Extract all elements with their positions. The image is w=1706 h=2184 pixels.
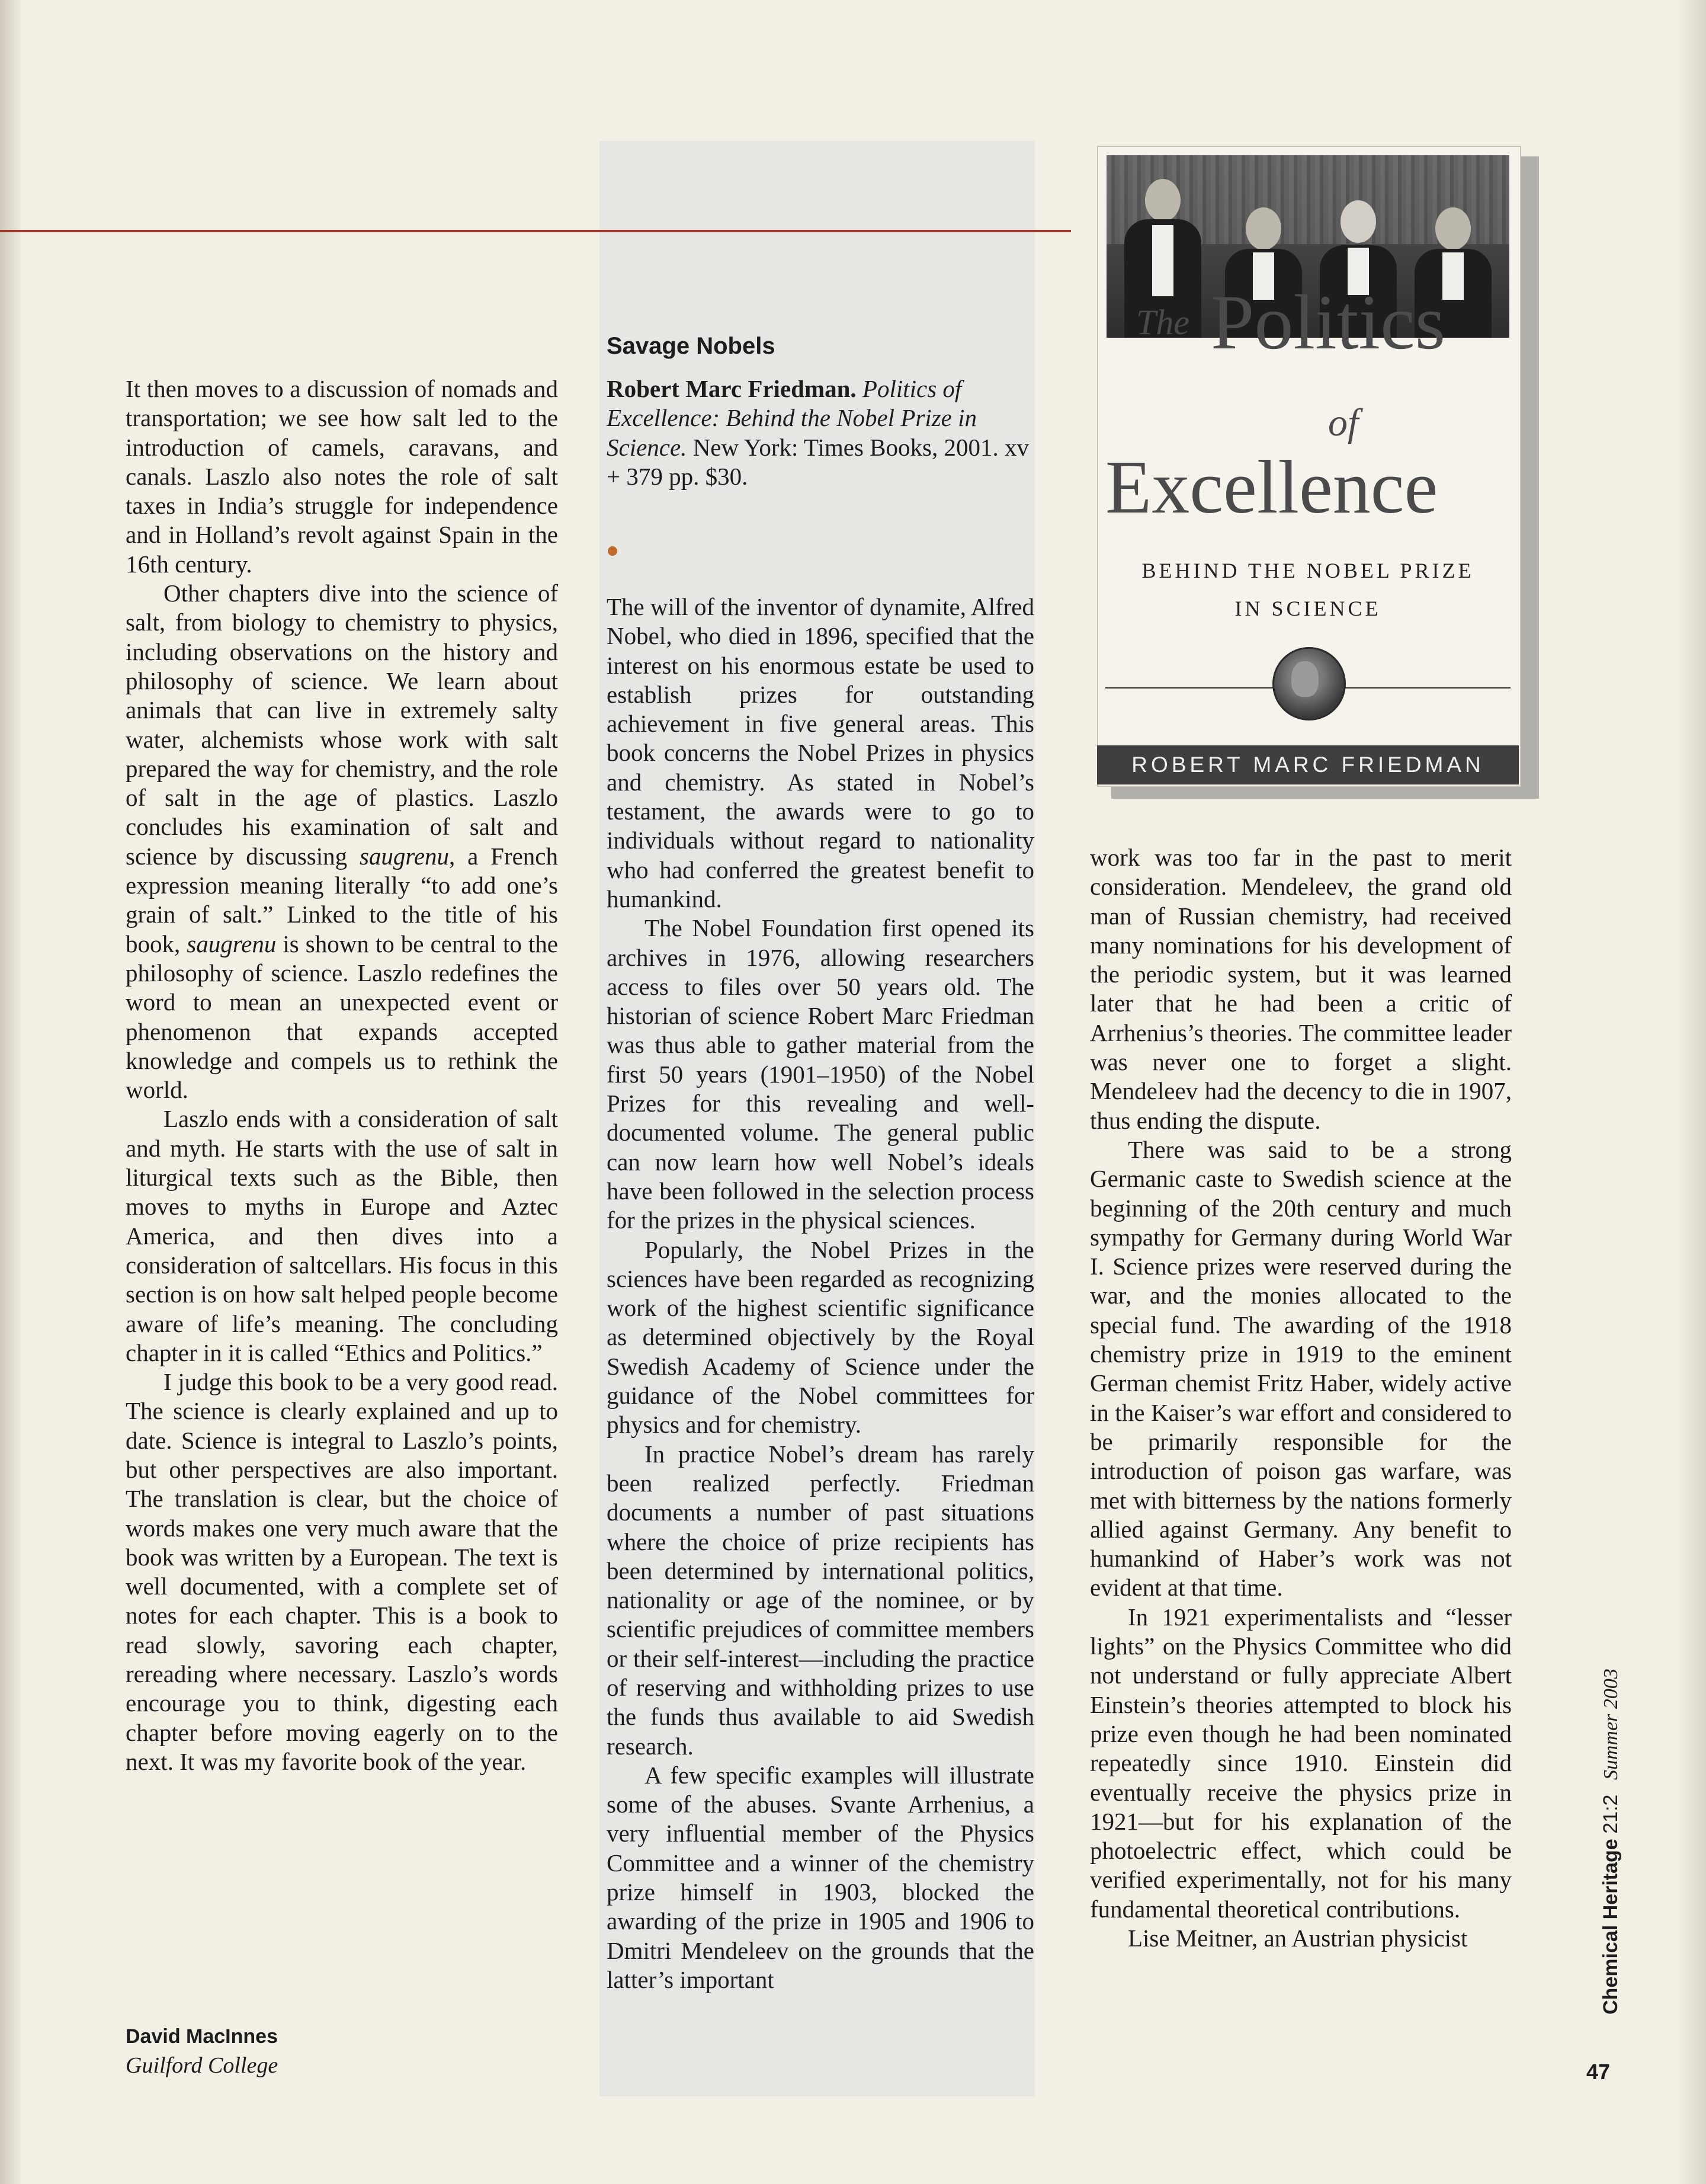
citation-author: Robert Marc Friedman.: [607, 375, 857, 402]
col1-paragraph-3: Laszlo ends with a consideration of salt and myth. He starts with the use of salt in liturgical texts such as the Bible, then moves to myths in Europe and Aztec America, and then dives into a consideration of saltcellars. His focus in this section is on how salt helped people become aware of life’s meaning. The concluding chapter in it is called “Ethics and Politics.”: [126, 1105, 558, 1366]
figure-head: [1435, 207, 1471, 250]
section-bullet: [608, 546, 617, 556]
cover-subtitle-line-2: IN SCIENCE: [1234, 597, 1381, 620]
cover-subtitle-line-1: BEHIND THE NOBEL PRIZE: [1141, 559, 1474, 582]
running-footer: [1599, 1669, 1622, 2015]
journal-name: Chemical Heritage: [1599, 1839, 1622, 2015]
cover-title-of: of: [1328, 401, 1359, 444]
col2-paragraph-1: The will of the inventor of dynamite, Alfred Nobel, who died in 1896, specified that the interest on his enormous estate be used to establish prizes for outstanding achievement in five general areas. This book concerns the Nobel Prizes in physics and chemistry. As stated in Nobel’s testament, the awards were to go to individuals without regard to nationality who had conferred the greatest benefit to humankind.: [607, 593, 1034, 912]
col2-paragraph-4: In practice Nobel’s dream has rarely been realized perfectly. Friedman documents a number of past situations where the choice of prize recipients has been determined by international politics, nationality or age of the nominee, or by scientific prejudices of committee members or their self-interest—including the practice of reserving and withholding prizes to use the funds thus available to aid Swedish research.: [607, 1440, 1034, 1760]
review-heading: Savage Nobels: [607, 333, 775, 359]
col3-paragraph-3: In 1921 experimentalists and “lesser lights” on the Physics Committee who did not understand or fully appreciate Albert Einstein’s theories attempted to block his prize even though he had been nominated repeatedly since 1910. Einstein did eventually receive the physics prize in 1921—but for his explanation of the photoelectric effect, which could be verified experimentally, not for his many fundamental theoretical contributions.: [1090, 1603, 1512, 1923]
citation-title: Politics of Excellence: Behind the Nobel Prize in Science.: [607, 375, 977, 461]
reviewer-name: David MacInnes: [126, 2025, 278, 2048]
journal-issue: 21:2: [1599, 1794, 1622, 1834]
reviewer-affiliation: Guilford College: [126, 2053, 278, 2078]
col1-paragraph-4: I judge this book to be a very good read. The science is clearly explained and up to date. Science is integral to Laszlo’s points, but other perspectives are also important. The translation is clear, but the choice of words makes one very much aware that the book was written by a European. The text is well documented, with a complete set of notes for each chapter. This is a book to read slowly, savoring each chapter, rereading where necessary. Laszlo’s words encourage you to think, digesting each chapter before moving eagerly on to the next. It was my favorite book of the year.: [126, 1368, 558, 1775]
cover-title-politics: Politics: [1211, 278, 1446, 366]
col1-paragraph-1: It then moves to a discussion of nomads and transportation; we see how salt led to the introduction of camels, caravans, and canals. Laszlo also notes the role of salt taxes in India’s struggle for independence and in Holland’s revolt against Spain in the 16th century.: [126, 375, 558, 578]
col3-paragraph-4: Lise Meitner, an Austrian physicist: [1128, 1924, 1468, 1952]
column-2: [607, 593, 1034, 1994]
column-1: [126, 374, 558, 1776]
page-edge: [1676, 0, 1706, 2184]
cover-title-excellence: Excellence: [1105, 445, 1438, 529]
header-rule: [0, 230, 1071, 232]
page-number: 47: [1586, 2060, 1611, 2084]
page-binding: [0, 0, 20, 2184]
col1-p2-text-b: , a French expression meaning literally “to add one’s grain of salt.” Linked to the title of his book,: [126, 842, 558, 957]
col2-paragraph-5: A few specific examples will illustrate some of the abuses. Svante Arrhenius, a very influential member of the Physics Committee and a winner of the chemistry prize himself in 1903, blocked the awarding of the prize in 1905 and 1906 to Dmitri Mendeleev on the grounds that the latter’s important: [607, 1761, 1034, 1993]
figure-head: [1246, 207, 1281, 250]
figure-shirt: [1152, 225, 1173, 296]
col1-p2-italic-2: saugrenu: [187, 930, 277, 957]
col1-p2-text-c: is shown to be central to the philosophy of science. Laszlo redefines the word to mean an unexpected event or phenomenon that expands accepted knowledge and compels us to rethink the world.: [126, 930, 559, 1104]
col2-paragraph-3: Popularly, the Nobel Prizes in the sciences have been regarded as recognizing work of the highest scientific significance as determined objectively by the Royal Swedish Academy of Science under the guidance of the Nobel committees for physics and for chemistry.: [607, 1235, 1034, 1439]
figure-shirt: [1442, 252, 1464, 300]
journal-season: Summer 2003: [1600, 1669, 1622, 1780]
figure-head: [1341, 200, 1376, 243]
col3-paragraph-2: There was said to be a strong Germanic caste to Swedish science at the beginning of the 20th century and much sympathy for Germany during World War I. Science prizes were reserved during the war, and the monies allocated to the special fund. The awarding of the 1918 chemistry prize in 1919 to the eminent German chemist Fritz Haber, widely active in the Kaiser’s war effort and considered to be primarily responsible for the introduction of poison gas warfare, was met with bitterness by the nations formerly allied against Germany. Any benefit to humankind of Haber’s work was not evident at that time.: [1090, 1135, 1512, 1602]
book-citation: [607, 374, 1034, 491]
col2-paragraph-2: The Nobel Foundation first opened its archives in 1976, allowing researchers access to files over 50 years old. The historian of science Robert Marc Friedman was thus able to gather material from the first 50 years (1901–1950) of the Nobel Prizes for this revealing and well-documented volume. The general public can now learn how well Nobel’s ideals have been followed in the selection process for the prizes in the physical sciences.: [607, 914, 1034, 1234]
col1-p2-italic-1: saugrenu: [359, 842, 450, 870]
figure-head: [1145, 179, 1181, 222]
col1-paragraph-2: [126, 579, 558, 1104]
cover-author: ROBERT MARC FRIEDMAN: [1097, 745, 1519, 784]
column-3: [1090, 843, 1512, 1953]
col1-p2-text-a: Other chapters dive into the science of salt, from biology to chemistry to physics, including observations on the history and philosophy of science. We learn about animals that can live in extremely salty water, alchemists whose work with salt prepared the way for chemistry, and the role of salt in the age of plastics. Laszlo concludes his examination of salt and science by discussing: [126, 579, 558, 870]
medal-portrait: [1291, 661, 1319, 697]
col3-paragraph-1: work was too far in the past to merit consideration. Mendeleev, the grand old man of Russian chemistry, had received many nominations for his development of the periodic system, but it was learned later that he had been a critic of Arrhenius’s theories. The committee leader was never one to forget a slight. Mendeleev had the decency to die in 1907, thus ending the dispute.: [1090, 844, 1512, 1134]
cover-title-the: The: [1136, 303, 1189, 342]
citation-publisher: New York: Times Books, 2001. xv + 379 pp. $30.: [607, 433, 1029, 490]
